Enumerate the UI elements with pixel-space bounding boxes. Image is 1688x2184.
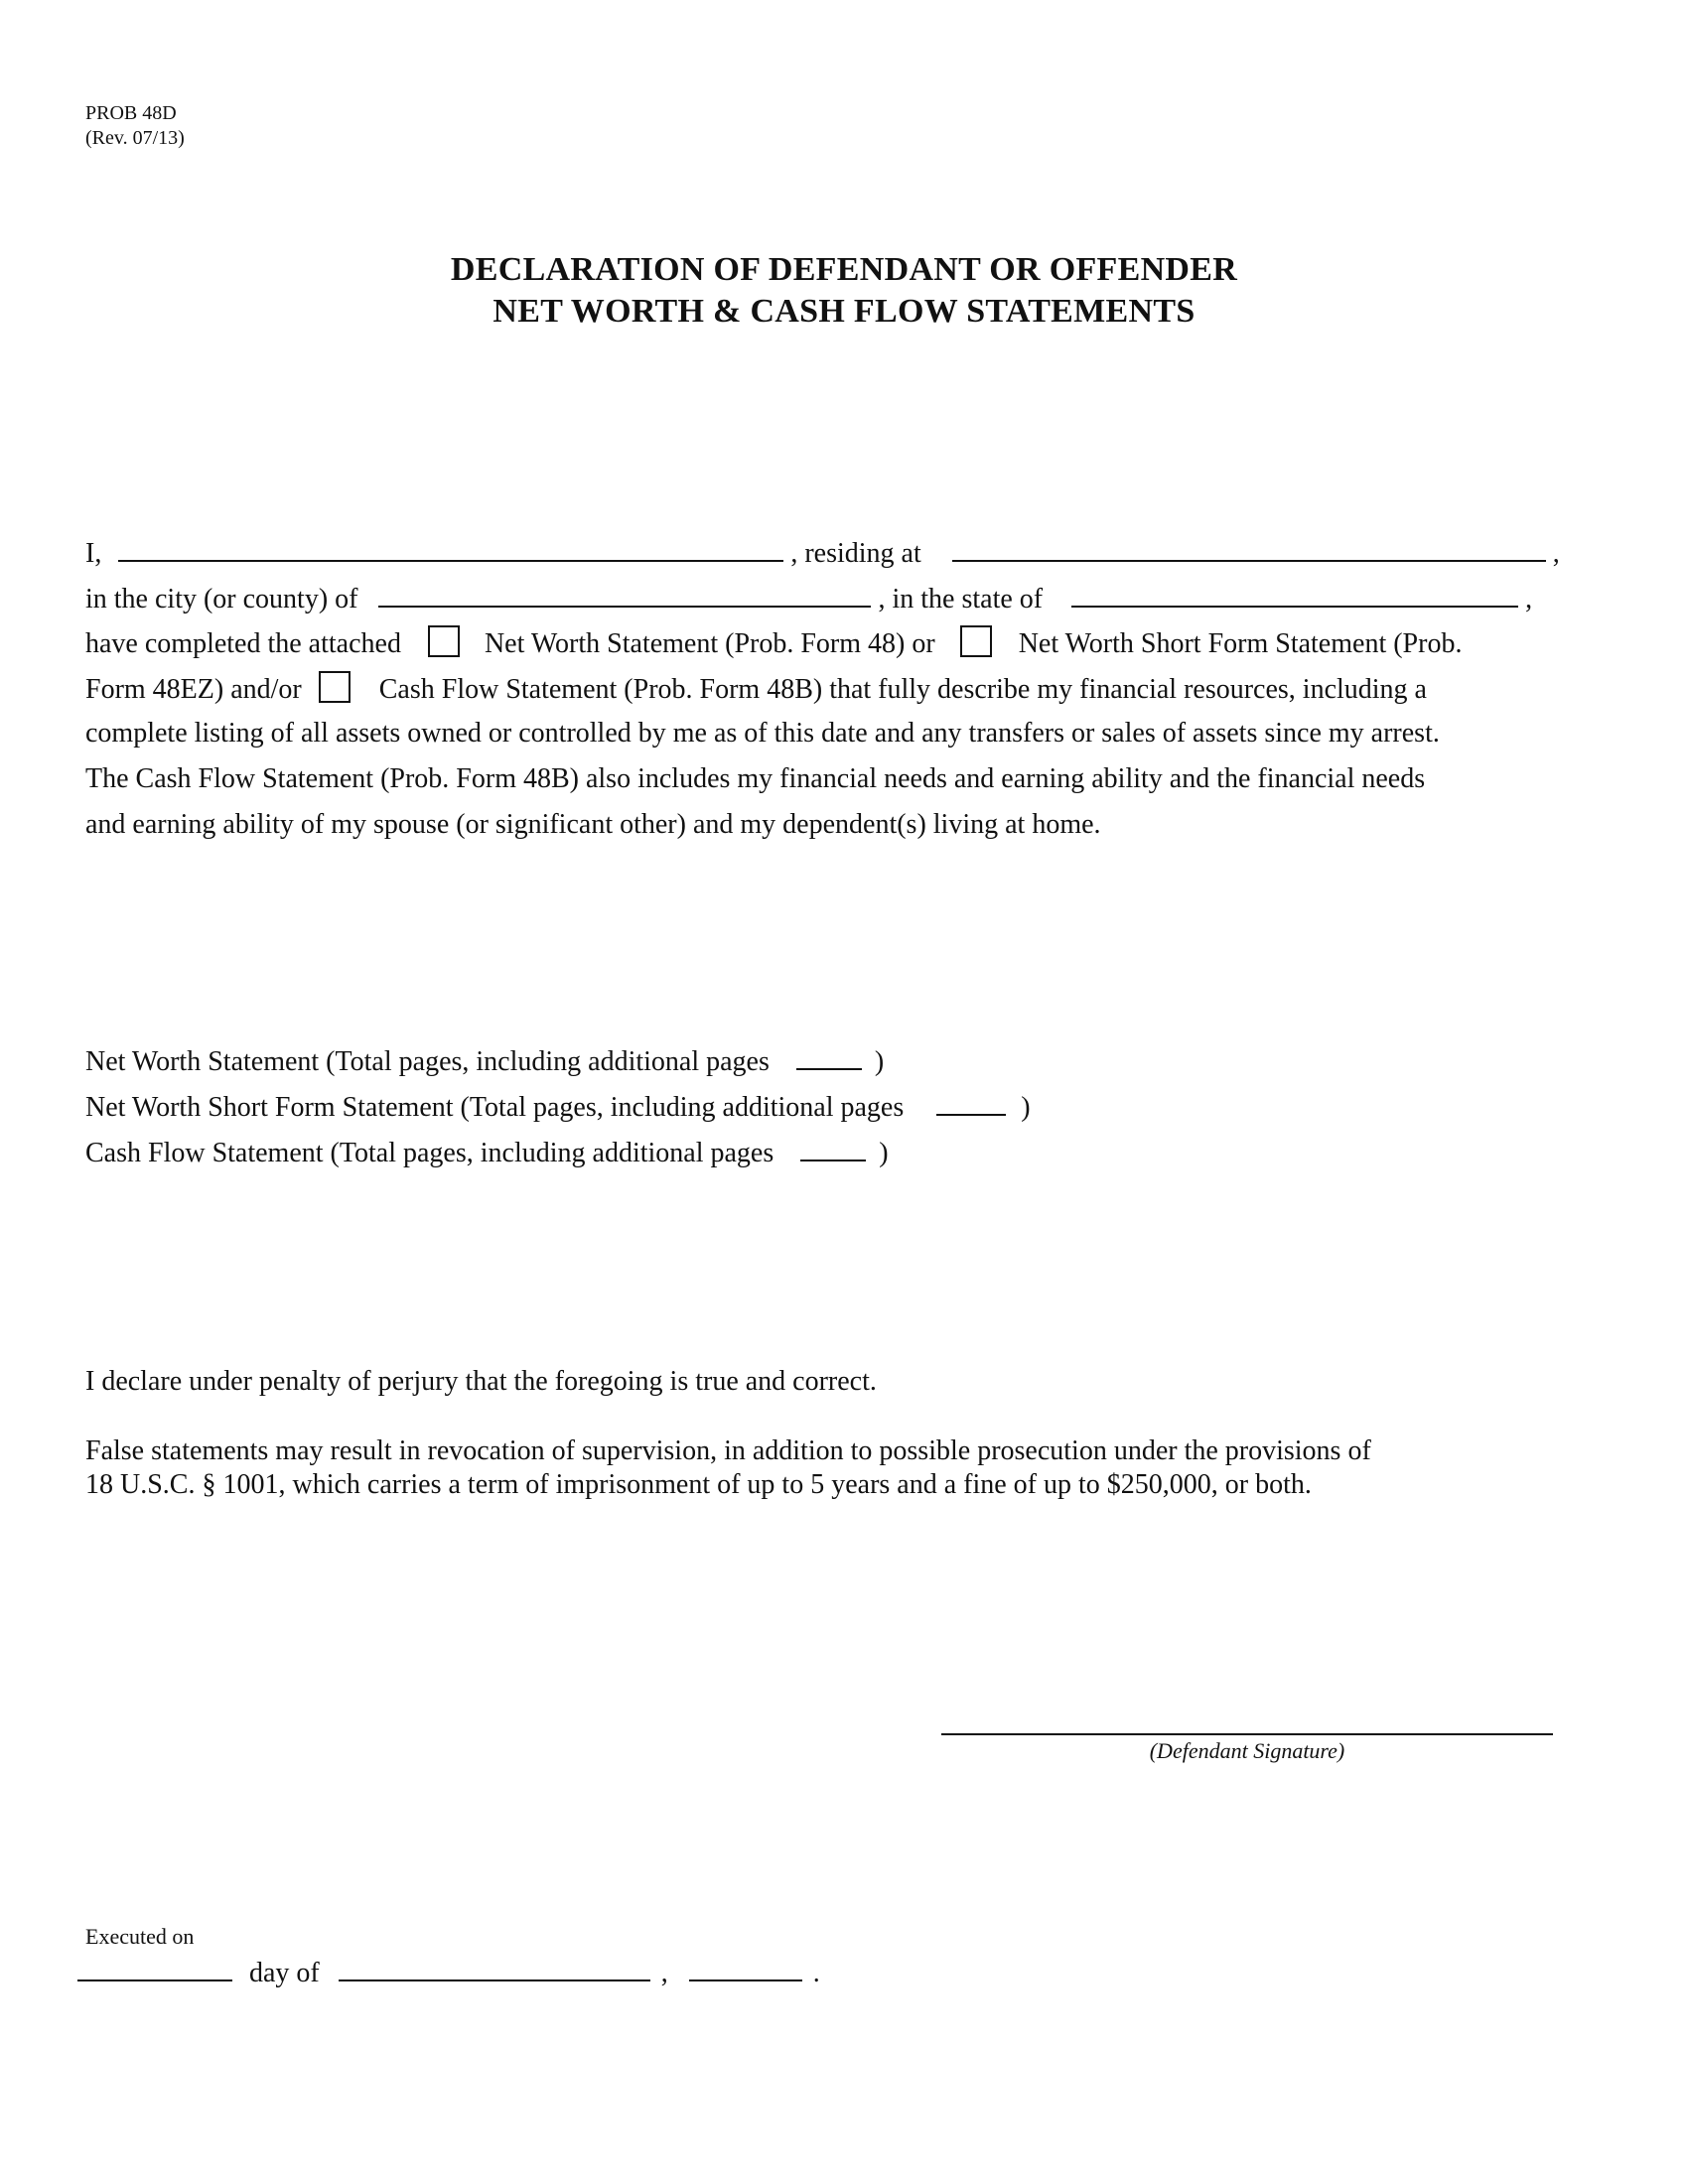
net-worth-pages-label: Net Worth Statement (Total pages, including additional pages	[85, 1046, 770, 1077]
cash-flow-pages-row	[85, 1134, 889, 1170]
net-worth-checkbox[interactable]	[428, 625, 460, 657]
executed-period: .	[812, 1958, 820, 1988]
state-label: , in the state of	[878, 584, 1044, 614]
cash-flow-pages-field[interactable]	[800, 1134, 866, 1161]
cash-flow-checkbox[interactable]	[319, 671, 351, 703]
cash-flow-option-label: Cash Flow Statement (Prob. Form 48B) that fully describe my financial resources, including a	[378, 674, 1427, 705]
form-number: PROB 48D	[85, 102, 177, 124]
declaration-line7: and earning ability of my spouse (or significant other) and my dependent(s) living at home.	[85, 809, 1101, 840]
false-statement-line1: False statements may result in revocation of supervision, in addition to possible prosecution under the provisions of	[85, 1435, 1371, 1466]
executed-day-field[interactable]	[77, 1954, 232, 1981]
short-form-checkbox[interactable]	[960, 625, 992, 657]
executed-label: Executed on	[85, 1924, 195, 1949]
city-label: in the city (or county) of	[85, 584, 358, 614]
short-form-pages-row	[85, 1088, 1031, 1125]
declaration-line1	[85, 534, 1560, 571]
short-form-option-cont: Form 48EZ) and/or	[85, 674, 302, 705]
net-worth-pages-close: )	[874, 1046, 885, 1077]
residing-label: , residing at	[790, 538, 921, 569]
net-worth-pages-row	[85, 1042, 884, 1079]
declaration-line6: The Cash Flow Statement (Prob. Form 48B) also includes my financial needs and earning ability and the financial needs	[85, 763, 1426, 794]
short-form-pages-close: )	[1021, 1092, 1031, 1123]
cash-flow-pages-close: )	[879, 1138, 889, 1168]
declaration-line5: complete listing of all assets owned or controlled by me as of this date and any transfers or sales of assets since my arrest.	[85, 718, 1440, 749]
form-revision: (Rev. 07/13)	[85, 127, 185, 149]
address-field[interactable]	[952, 534, 1546, 562]
executed-month-field[interactable]	[339, 1954, 650, 1981]
declaration-line2	[85, 580, 1532, 616]
i-label: I,	[85, 538, 102, 569]
false-statement-line2: 18 U.S.C. § 1001, which carries a term of imprisonment of up to 5 years and a fine of up to $250,000, or both.	[85, 1469, 1312, 1500]
city-field[interactable]	[378, 580, 871, 608]
short-form-option-label: Net Worth Short Form Statement (Prob.	[1018, 628, 1463, 659]
executed-comma: ,	[660, 1958, 668, 1988]
net-worth-option-label: Net Worth Statement (Prob. Form 48) or	[484, 628, 935, 659]
signature-line[interactable]	[941, 1733, 1553, 1735]
day-of-label: day of	[249, 1958, 320, 1988]
name-field[interactable]	[118, 534, 783, 562]
short-form-pages-field[interactable]	[936, 1088, 1006, 1116]
perjury-declaration: I declare under penalty of perjury that the foregoing is true and correct.	[85, 1366, 877, 1397]
short-form-pages-label: Net Worth Short Form Statement (Total pages, including additional pages	[85, 1092, 905, 1123]
signature-label: (Defendant Signature)	[1149, 1738, 1345, 1763]
completed-label: have completed the attached	[85, 628, 401, 659]
state-field[interactable]	[1071, 580, 1518, 608]
declaration-line4	[85, 671, 1427, 707]
executed-year-field[interactable]	[689, 1954, 802, 1981]
page-title-line1: DECLARATION OF DEFENDANT OR OFFENDER	[450, 251, 1238, 288]
comma-2: ,	[1525, 584, 1533, 614]
comma-1: ,	[1552, 538, 1560, 569]
page-title-line2: NET WORTH & CASH FLOW STATEMENTS	[492, 293, 1196, 330]
declaration-line3	[85, 625, 1462, 661]
cash-flow-pages-label: Cash Flow Statement (Total pages, including additional pages	[85, 1138, 774, 1168]
executed-date-row	[77, 1954, 820, 1990]
net-worth-pages-field[interactable]	[796, 1042, 862, 1070]
